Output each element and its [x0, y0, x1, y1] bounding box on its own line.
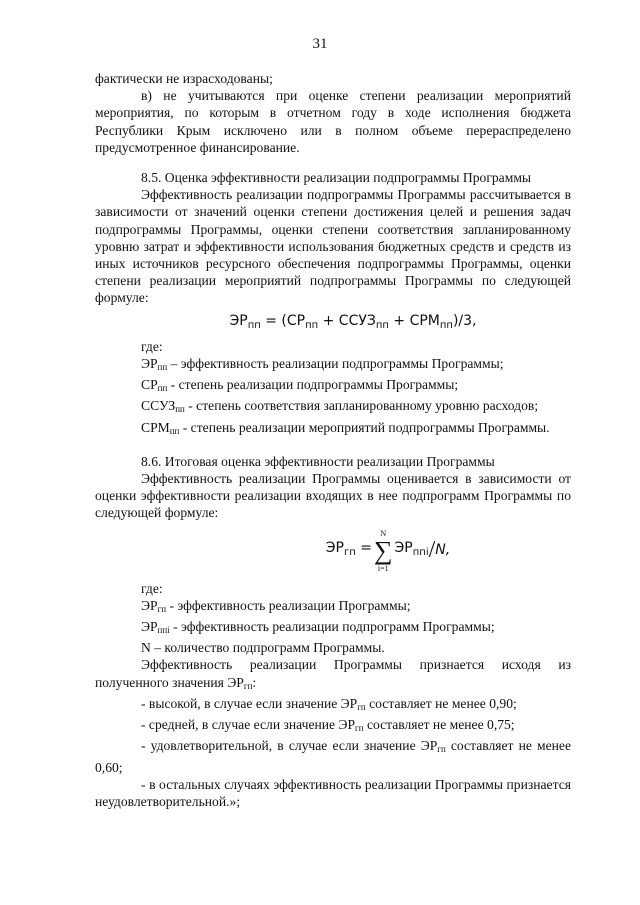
section-heading: 8.6. Итоговая оценка эффективности реализации Программы [141, 453, 495, 469]
list-item: - средней, в случае если значение $ЭР_{гп}$ составляет не менее 0,75; [141, 717, 515, 734]
body-text [95, 70, 571, 810]
page-number: 31 [312, 36, 328, 52]
sum-symbol: N ∑ i=1 [373, 528, 393, 573]
definition: N – количество подпрограмм Программы. [141, 640, 385, 656]
list-item: - удовлетворительной, в случае если значение $ЭР_{гп}$ составляет не менее 0,60; [95, 738, 571, 775]
definition: $СРМ_{пп}$ - степень реализации мероприятий подпрограммы Программы. [141, 419, 550, 436]
definition: $СР_{пп}$ - степень реализации подпрограммы Программы; [141, 377, 459, 394]
definition: $ЭР_{пп}$ – эффективность реализации подпрограммы Программы; [141, 356, 504, 373]
where-label: где: [141, 338, 163, 354]
paragraph: Эффективность реализации Программы признается исходя из полученного значения $ЭР_{гп}$: [95, 657, 571, 691]
paragraph: фактически не израсходованы; [95, 71, 273, 86]
paragraph: Эффективность реализации Программы оценивается в зависимости от оценки эффективности реализации входящих в нее подпрограмм Программы по следующей формуле: [95, 471, 571, 521]
section-heading: 8.5. Оценка эффективности реализации подпрограммы Программы [141, 170, 532, 186]
where-label: где: [141, 580, 163, 596]
list-item: - в остальных случаях эффективность реализации Программы признается неудовлетворительной.»; [95, 776, 571, 809]
list-item: - высокой, в случае если значение $ЭР_{гп}$ составляет не менее 0,90; [141, 695, 517, 712]
definition: $ЭР_{гп}$ - эффективность реализации Программы; [141, 597, 411, 614]
definition: $ССУЗ_{пп}$ - степень соответствия запланированному уровню расходов; [141, 398, 539, 415]
paragraph: Эффективность реализации подпрограммы Программы рассчитывается в зависимости от значений оценки степени достижения целей и решения задач подпрограммы Программы, оценки степени соответствия запланированному уровню затрат и эффективности использования бюджетных средств и средств из иных источников ресурсного обеспечения подпрограммы Программы, оценки степени реализации мероприятий подпрограммы Программы по следующей формуле: [95, 187, 571, 306]
formula-er-pp: $ЭР_{пп} = (СР_{пп}$ + $ССУЗ_{пп} + СРМ_{пп})/3$, [229, 312, 477, 331]
formula-er-gp: $ЭР_{гп}$ = N ∑ i=1 $ЭР_{ппi}$ / N, [325, 528, 451, 573]
paragraph: в) не учитываются при оценке степени реализации мероприятий мероприятия, по которым в отчетном году в ходе исполнения бюджета Республики Крым исключено или в полном объеме перераспределено предусмотренное финансирование. [95, 88, 571, 155]
definition: $ЭР_{ппi}$ - эффективность реализации подпрограмм Программы; [141, 619, 495, 636]
